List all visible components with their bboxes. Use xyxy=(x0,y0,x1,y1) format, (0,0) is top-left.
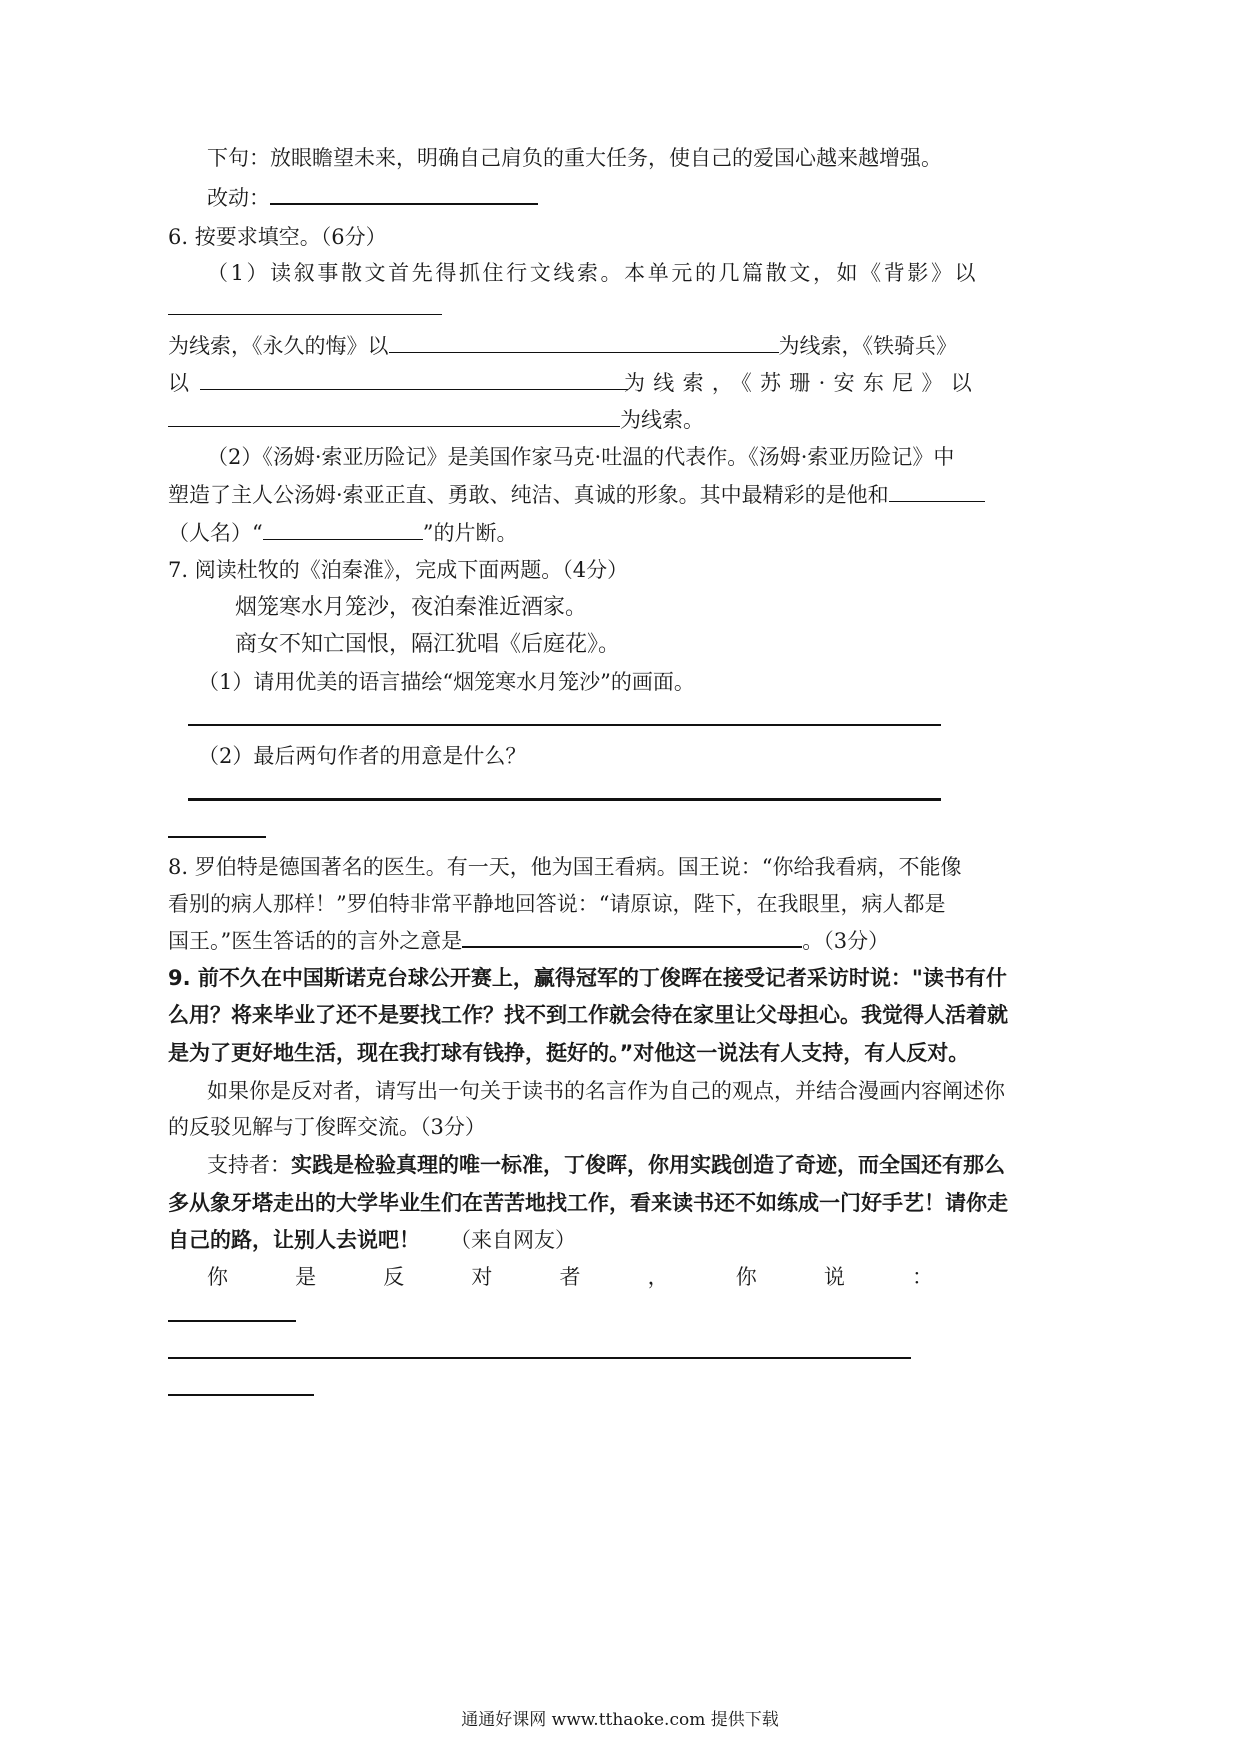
q6-blank-tieqibing[interactable] xyxy=(200,369,628,390)
q7-sub2-answer-line[interactable] xyxy=(188,798,941,801)
q6-blank-episode[interactable] xyxy=(263,519,423,540)
q6-p1-line2 xyxy=(168,331,957,361)
q8-line3 xyxy=(168,926,889,956)
q9-you-say-line xyxy=(207,1262,933,1292)
q9-support-text1: 实践是检验真理的唯一标准，丁俊晖，你用实践创造了奇迹，而全国还有那么 xyxy=(291,1153,1005,1177)
q6-p1-line2-a: 为线索，《永久的悔》以 xyxy=(168,334,389,358)
you-char-5: ， xyxy=(647,1265,669,1289)
you-char-2: 反 xyxy=(383,1265,405,1289)
q9-answer-line-3[interactable] xyxy=(168,1394,314,1396)
q9-task-line2: 的反驳见解与丁俊晖交流。（3分） xyxy=(168,1115,486,1139)
q6-p1-line3-b: 为线索，《苏珊·安东尼》以 xyxy=(624,371,981,395)
q6-p1-line2-b: 为线索，《铁骑兵》 xyxy=(778,334,957,358)
q6-blank-susan[interactable] xyxy=(168,406,620,427)
change-line xyxy=(207,183,538,213)
q9-line1: 9. 前不久在中国斯诺克台球公开赛上，赢得冠军的丁俊晖在接受记者采访时说："读书有什 xyxy=(168,966,1007,990)
q9-answer-line-1[interactable] xyxy=(168,1320,296,1322)
q9-support-line3 xyxy=(168,1225,576,1255)
q6-p2-line2-text: 塑造了主人公汤姆·索亚正直、勇敢、纯洁、真诚的形象。其中最精彩的是他和 xyxy=(168,483,889,507)
poem-line2: 商女不知亡国恨，隔江犹唱《后庭花》。 xyxy=(235,632,621,657)
q6-p2-line3-b: ”的片断。 xyxy=(422,521,518,545)
you-char-1: 是 xyxy=(295,1265,317,1289)
q8-line1: 8. 罗伯特是德国著名的医生。有一天，他为国王看病。国王说：“你给我看病，不能像 xyxy=(168,855,962,879)
q7-title: 7. 阅读杜牧的《泊秦淮》，完成下面两题。（4分） xyxy=(168,558,629,582)
q9-support-line1 xyxy=(207,1150,1005,1180)
q6-p1-line4 xyxy=(168,405,704,435)
q6-blank-person[interactable] xyxy=(889,481,985,502)
q8-line2: 看别的病人那样！”罗伯特非常平静地回答说：“请原谅，陛下，在我眼里，病人都是 xyxy=(168,892,946,916)
next-sentence: 下句：放眼瞻望未来，明确自己肩负的重大任务，使自己的爱国心越来越增强。 xyxy=(207,146,942,170)
poem-line1: 烟笼寒水月笼沙，夜泊秦淮近酒家。 xyxy=(235,595,588,620)
q6-p1-line3 xyxy=(168,368,981,398)
q6-p1-line4-b: 为线索。 xyxy=(620,408,704,432)
q6-p1-line1: （1）读叙事散文首先得抓住行文线索。本单元的几篇散文，如《背影》以 xyxy=(207,261,979,285)
change-label: 改动： xyxy=(207,186,270,210)
q6-blank-yongjiu[interactable] xyxy=(389,332,779,353)
q8-line3-a: 国王。”医生答话的的言外之意是 xyxy=(168,929,463,953)
q6-p1-line3-a: 以 xyxy=(168,371,189,395)
q6-p2-line1: （2）《汤姆·索亚历险记》是美国作家马克·吐温的代表作。《汤姆·索亚历险记》中 xyxy=(207,445,955,469)
q9-support-label: 支持者： xyxy=(207,1153,291,1177)
q9-support-line2: 多从象牙塔走出的大学毕业生们在苦苦地找工作，看来读书还不如练成一门好手艺！请你走 xyxy=(168,1191,1008,1215)
you-char-3: 对 xyxy=(471,1265,493,1289)
q6-p2-line3-a: （人名）“ xyxy=(168,521,263,545)
q7-sub2-answer-line-cont[interactable] xyxy=(168,836,266,838)
q9-line3: 是为了更好地生活，现在我打球有钱挣，挺好的。”对他这一说法有人支持，有人反对。 xyxy=(168,1041,970,1065)
q9-support-text3: 自己的路，让别人去说吧！ xyxy=(168,1228,420,1252)
you-char-0: 你 xyxy=(207,1265,228,1289)
you-char-4: 者 xyxy=(559,1265,581,1289)
q9-line2: 么用？将来毕业了还不是要找工作？找不到工作就会待在家里让父母担心。我觉得人活着就 xyxy=(168,1003,1008,1027)
q6-p2-line2 xyxy=(168,480,985,510)
q6-blank-beiying[interactable] xyxy=(168,314,442,315)
q9-task-line1: 如果你是反对者，请写出一句关于读书的名言作为自己的观点，并结合漫画内容阐述你 xyxy=(207,1079,1005,1103)
q6-title: 6. 按要求填空。（6分） xyxy=(168,225,387,249)
q8-answer-blank[interactable] xyxy=(462,926,802,948)
you-char-8: ： xyxy=(912,1265,933,1289)
you-char-6: 你 xyxy=(735,1265,757,1289)
you-char-7: 说 xyxy=(823,1265,845,1289)
q9-answer-line-2[interactable] xyxy=(168,1357,911,1359)
change-answer-blank[interactable] xyxy=(270,183,538,205)
q8-line3-b: 。（3分） xyxy=(802,929,890,953)
q6-p2-line3 xyxy=(168,518,518,548)
q7-sub1: （1）请用优美的语言描绘“烟笼寒水月笼沙”的画面。 xyxy=(198,670,695,694)
page-footer: 通通好课网 www.tthaoke.com 提供下载 xyxy=(461,1710,779,1730)
q7-sub1-answer-line[interactable] xyxy=(188,724,941,726)
q7-sub2: （2）最后两句作者的用意是什么？ xyxy=(198,744,527,768)
q9-support-source: （来自网友） xyxy=(450,1228,576,1252)
